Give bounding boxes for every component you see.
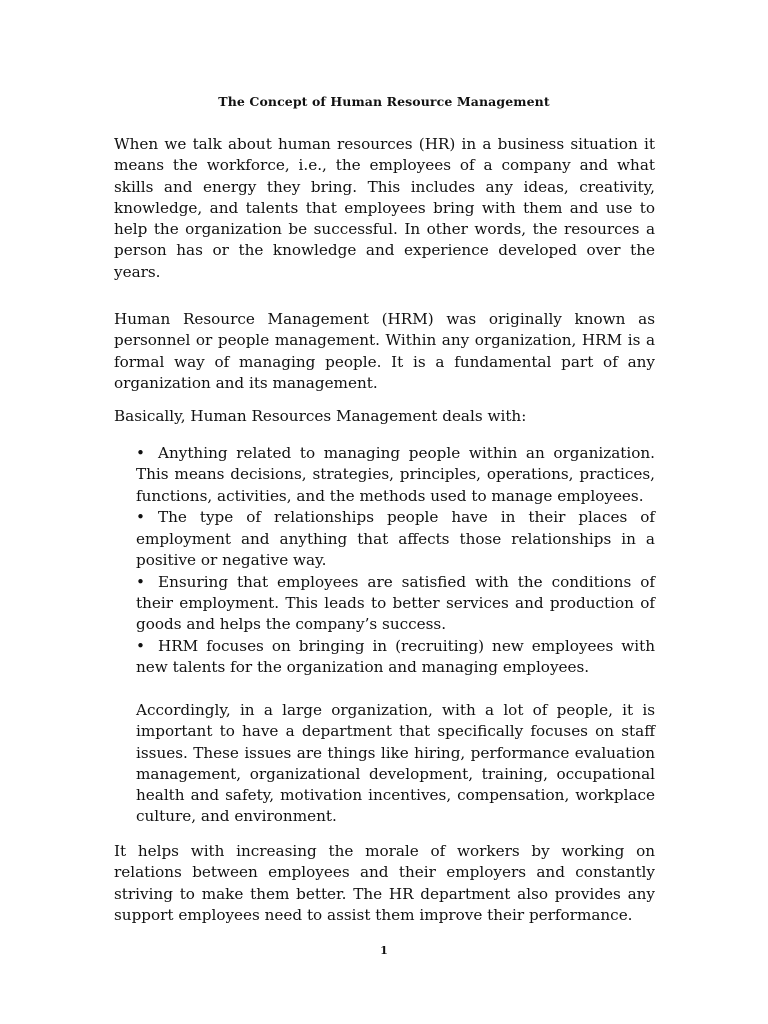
list-item-text: Ensuring that employees are satisfied with the conditions of their employment. This leads to better services and production of goods and helps the company’s success. xyxy=(136,572,655,634)
hrm-responsibilities-list xyxy=(136,443,655,679)
bullet-icon: • xyxy=(136,637,145,656)
bullet-icon: • xyxy=(136,444,145,462)
bullet-icon: • xyxy=(136,508,145,527)
bullet-icon: • xyxy=(136,572,145,591)
hr-department-paragraph: Accordingly, in a large organization, with a lot of people, it is important to have a department that specifically focuses on staff issues. These issues are things like hiring, performance evaluation management, organizational development, training, occupational health and safety, motivation incentives, compensation, workplace culture, and environment. xyxy=(136,701,655,826)
list-item xyxy=(136,636,655,679)
list-item xyxy=(136,443,655,507)
list-item xyxy=(136,507,655,571)
hrm-definition-paragraph: Human Resource Management (HRM) was originally known as personnel or people management. Within any organization, HRM is a formal way of managing people. It is a fundamental part of any organization and its management. xyxy=(114,310,655,392)
list-item xyxy=(136,572,655,636)
morale-paragraph: It helps with increasing the morale of workers by working on relations between employees and their employers and constantly striving to make them better. The HR department also provides any support employees need to assist them improve their performance. xyxy=(114,842,655,924)
list-item-text: The type of relationships people have in their places of employment and anything that affects those relationships in a positive or negative way. xyxy=(136,508,655,569)
list-item-text: Anything related to managing people within an organization. This means decisions, strategies, principles, operations, practices, functions, activities, and the methods used to manage employees. xyxy=(136,444,655,505)
page-number: 1 xyxy=(380,944,388,957)
intro-paragraph: When we talk about human resources (HR) in a business situation it means the workforce, i.e., the employees of a company and what skills and energy they bring. This includes any ideas, creativity, knowledge, and talents that employees bring with them and use to help the organization be successful. In other words, the resources a person has or the knowledge and experience developed over the years. xyxy=(114,135,655,281)
document-title: The Concept of Human Resource Management xyxy=(218,94,550,109)
list-intro-paragraph: Basically, Human Resources Management deals with: xyxy=(114,407,527,425)
list-item-text: HRM focuses on bringing in (recruiting) new employees with new talents for the organization and managing employees. xyxy=(136,637,655,677)
